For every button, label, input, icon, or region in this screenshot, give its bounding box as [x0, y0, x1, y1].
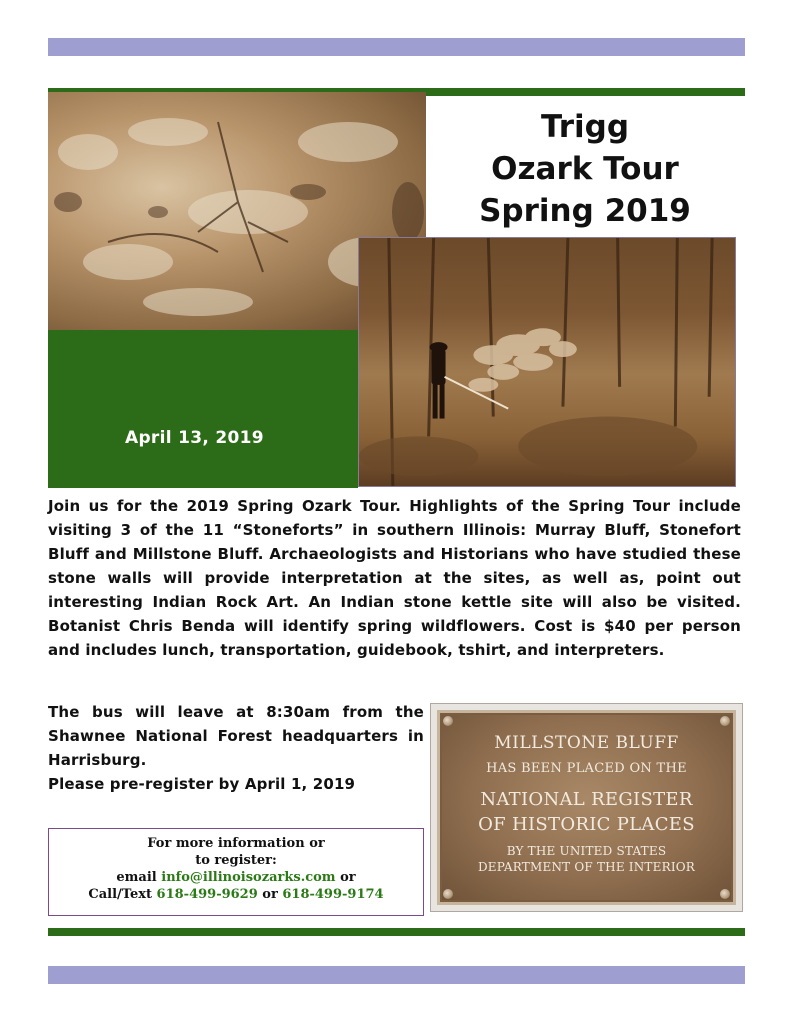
- plaque-face: [437, 710, 736, 905]
- plaque-text-line: NATIONAL REGISTER: [480, 789, 693, 810]
- green-date-panel: [48, 330, 358, 488]
- pre-register-deadline: Please pre-register by April 1, 2019: [48, 775, 356, 793]
- email-link[interactable]: info@illinoisozarks.com: [161, 870, 336, 885]
- event-date: April 13, 2019: [125, 428, 264, 448]
- phone-joiner: or: [257, 887, 283, 902]
- contact-heading-line-1: For more information or: [147, 836, 325, 851]
- plaque-text-line: MILLSTONE BLUFF: [494, 733, 679, 753]
- contact-heading-line-2: to register:: [195, 853, 277, 868]
- contact-phone-row: [49, 886, 423, 903]
- top-purple-bar: [48, 38, 745, 56]
- bottom-green-rule: [48, 928, 745, 936]
- phone-link-2[interactable]: 618-499-9174: [282, 887, 384, 902]
- screw-icon: [443, 889, 453, 899]
- title-line-1: Trigg: [540, 109, 630, 145]
- email-prefix: email: [116, 870, 162, 885]
- email-suffix: or: [335, 870, 356, 885]
- phone-link-1[interactable]: 618-499-9629: [156, 887, 258, 902]
- call-prefix: Call/Text: [88, 887, 157, 902]
- stonefort-forest-photo: [358, 237, 736, 487]
- millstone-bluff-plaque-photo: [430, 703, 743, 912]
- screw-icon: [720, 716, 730, 726]
- bus-departure-info: The bus will leave at 8:30am from the Shawnee National Forest headquarters in Harrisburg.: [48, 703, 424, 769]
- tour-description: Join us for the 2019 Spring Ozark Tour. Highlights of the Spring Tour include visiting 3 of the 11 “Stoneforts” in southern Illinois: Murray Bluff, Stonefort Bluff and Millstone Bluff. Archaeologists and Historians who have studied these stone walls will provide interpretation at the sites, as well as, point out interesting Indian Rock Art. An Indian stone kettle site will also be visited. Botanist Chris Benda will identify spring wildflowers. Cost is $40 per person and includes lunch, transportation, guidebook, tshirt, and interpreters.: [48, 497, 741, 659]
- flyer-title: [430, 106, 740, 232]
- screw-icon: [443, 716, 453, 726]
- screw-icon: [720, 889, 730, 899]
- contact-info-box: [48, 828, 424, 916]
- title-line-2: Ozark Tour: [491, 151, 679, 187]
- plaque-text-line: DEPARTMENT OF THE INTERIOR: [477, 860, 696, 874]
- plaque-text-line: BY THE UNITED STATES: [506, 844, 667, 858]
- contact-email-row: [49, 869, 423, 886]
- plaque-text-line: OF HISTORIC PLACES: [478, 814, 695, 835]
- plaque-text-line: HAS BEEN PLACED ON THE: [486, 761, 687, 776]
- bottom-purple-bar: [48, 966, 745, 984]
- title-line-3: Spring 2019: [479, 193, 691, 229]
